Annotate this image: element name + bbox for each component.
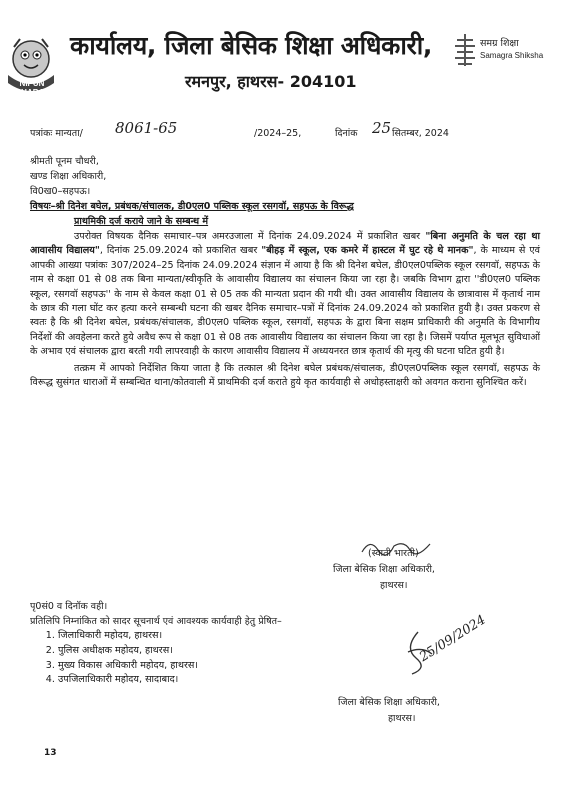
copy-header: पृ0सं0 व दिनॉक वही।: [30, 601, 108, 612]
copy-list-item: 3. मुख्य विकास अधिकारी महोदय, हाथरस।: [58, 659, 358, 674]
signatory-designation: जिला बेसिक शिक्षा अधिकारी,: [333, 564, 435, 575]
copy-intro: प्रतिलिपि निम्नांकित को सादर सूचनार्थ एवं आवश्यक कार्यवाही हेतु प्रेषित–: [30, 616, 282, 627]
office-address: रमनपुर, हाथरस- 204101: [185, 72, 357, 91]
nipun-logo-text: NIPUN BHARAT: [15, 79, 49, 97]
addressee-line-1: श्रीमती पूनम चौधरी,: [30, 156, 99, 167]
copy-list-item: 1. जिलाधिकारी महोदय, हाथरस।: [58, 629, 358, 644]
subject-line-1: विषयः–श्री दिनेश बघेल, प्रबंधक/संचालक, डी0एल0 पब्लिक स्कूल रसगवॉ, सहपऊ के विरूद्ध: [30, 201, 354, 212]
samagra-hindi: समग्र शिक्षा: [480, 38, 519, 49]
paragraph-1: उपरोक्त विषयक दैनिक समाचार–पत्र अमरउजाला में दिनांक 24.09.2024 में प्रकाशित खबर "बिना अनुमति के चल रहा था आवासीय विद्यालय", दिनांक 25.09.2024 को प्रकाशित खबर "बीहड़ में स्कूल, एक कमरे में हास्टल में घुट रहे थे मानक", के माध्यम से एवं आपकी आख्या पत्रांकः 307/2024–25 दिनांक 24.09.2024 संज्ञान में आया है कि श्री दिनेश बघेल, डी0एल0पब्लिक स्कूल रसगवॉ, सहपऊ के नाम से कक्षा 01 से 08 तक बिना मान्यता/स्वीकृति के आवासीय विद्यालय का संचालन किया जा रहा है। जबकि विभाग द्वारा ''डी0एल0 पब्लिक स्कूल, रसगवॉ सहपऊ'' के नाम से केवल कक्षा 01 से 05 तक की मान्यता प्रदान की गयी थी। उक्त आवासीय विद्यालय के छात्रावास में कृतार्थ नाम के छात्र की गला घोंट कर हत्या करने सम्बन्धी घटना की खबर दैनिक समाचार–पत्रों में दिनांक 24.09.2024 को प्रकाशित हुयी है। उक्त प्रकरण से स्वतः है कि श्री दिनेश बघेल, प्रबंधक/संचालक, डी0एल0 पब्लिक स्कूल, रसगवॉ, सहपऊ के द्वारा बिना सक्षम प्राधिकारी की अनुमति के विभागीय निर्देशों की अवहेलना करते हुये अवैध रूप से कक्षा 01 से 08 तक आवासीय विद्यालय का संचालन किया जा रहा है। जिसमें पर्याप्त मूलभूत सुविधाओं के अभाव एवं संचालक द्वारा बरती गयी लापरवाही के कारण आवासीय विद्यालय में अध्ययनरत छात्र कृतार्थ की मृत्यु की घटना घटित हुयी है।: [30, 231, 540, 358]
addressee-line-2: खण्ड शिक्षा अधिकारी,: [30, 171, 107, 182]
paragraph-2: तत्क्रम में आपको निर्देशित किया जाता है कि तत्काल श्री दिनेश बघेल प्रबंधक/संचालक, डी0एल0पब्लिक स्कूल रसगवॉ, सहपऊ के विरूद्ध सुसंगत धाराओं में सम्बन्धित थाना/कोतवाली में प्राथमिकी दर्ज कराते हुये कृत कार्यवाही से अधोहस्ताक्षरी को अवगत कराना सुनिश्चित करें।: [30, 362, 540, 389]
office-title: कार्यालय, जिला बेसिक शिक्षा अधिकारी,: [70, 31, 433, 60]
date-prefix: दिनांक: [335, 128, 358, 139]
reference-series: /2024–25,: [254, 128, 302, 139]
signatory-name: (स्वाती भारती): [368, 548, 419, 559]
samagra-shiksha-icon: [452, 32, 478, 68]
copy-list-item: 2. पुलिस अधीक्षक महोदय, हाथरस।: [58, 644, 358, 659]
reference-number: 8061-65: [115, 119, 178, 137]
date-rest: सितम्बर, 2024: [392, 128, 449, 139]
samagra-english: Samagra Shiksha: [480, 51, 544, 60]
copy-list: [38, 629, 358, 688]
addressee-line-3: वि0ख0–सहपऊ।: [30, 186, 91, 197]
handwritten-date: 25/09/2024: [417, 612, 489, 665]
subject-line-2: प्राथमिकी दर्ज कराये जाने के सम्बन्ध में: [74, 216, 209, 227]
samagra-shiksha-logo: [452, 32, 552, 82]
letter-body: [30, 230, 540, 390]
copy-list-item: 4. उपजिलाधिकारी महोदय, सादाबाद।: [58, 673, 358, 688]
page-number: 13: [44, 748, 57, 758]
signatory-place: हाथरस।: [380, 580, 408, 591]
signatory2-designation: जिला बेसिक शिक्षा अधिकारी,: [338, 697, 440, 708]
date-day: 25: [372, 119, 392, 137]
reference-prefix: पत्रांकः मान्यता/: [30, 128, 83, 139]
nipun-bharat-logo: [2, 35, 60, 103]
signatory2-place: हाथरस।: [388, 713, 416, 724]
